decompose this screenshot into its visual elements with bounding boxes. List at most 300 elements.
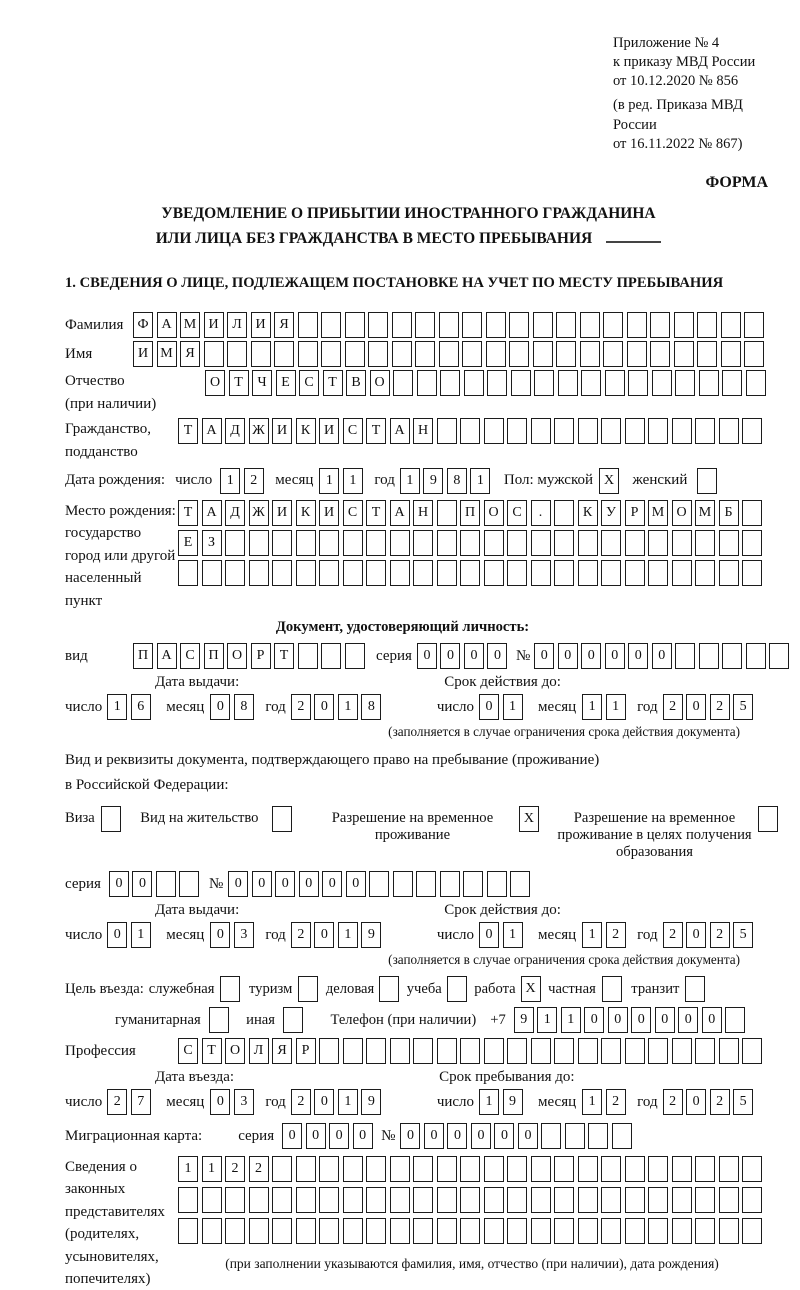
char-cell[interactable] (437, 500, 457, 526)
profession-cells[interactable] (178, 1038, 766, 1064)
char-cell[interactable] (484, 530, 504, 556)
char-cell[interactable] (744, 312, 764, 338)
transit-checkbox[interactable] (685, 976, 709, 1002)
char-cell[interactable] (722, 370, 742, 396)
char-cell[interactable] (225, 530, 245, 556)
migration-series-cells[interactable] (282, 1123, 376, 1149)
char-cell[interactable] (274, 341, 294, 367)
char-cell[interactable] (534, 370, 554, 396)
char-cell[interactable]: А (390, 418, 410, 444)
stay-month-cells[interactable] (582, 1089, 629, 1115)
char-cell[interactable]: 0 (628, 643, 648, 669)
char-cell[interactable] (251, 341, 271, 367)
char-cell[interactable] (156, 871, 176, 897)
char-cell[interactable]: К (296, 418, 316, 444)
char-cell[interactable]: Ж (249, 500, 269, 526)
residence-permit-checkbox[interactable] (272, 806, 296, 832)
private-checkbox[interactable] (602, 976, 626, 1002)
char-cell[interactable] (437, 1187, 457, 1213)
char-cell[interactable]: 0 (479, 922, 499, 948)
char-cell[interactable]: 2 (663, 922, 683, 948)
surname-cells[interactable] (133, 312, 768, 338)
char-cell[interactable] (392, 312, 412, 338)
char-cell[interactable] (648, 560, 668, 586)
char-cell[interactable] (296, 560, 316, 586)
char-cell[interactable] (509, 312, 529, 338)
char-cell[interactable]: Я (274, 312, 294, 338)
char-cell[interactable]: Д (225, 500, 245, 526)
char-cell[interactable]: 1 (470, 468, 490, 494)
char-cell[interactable] (272, 560, 292, 586)
char-cell[interactable]: 0 (447, 1123, 467, 1149)
char-cell[interactable] (721, 341, 741, 367)
char-cell[interactable] (319, 1156, 339, 1182)
representatives-row2-cells[interactable] (178, 1187, 766, 1213)
char-cell[interactable] (672, 530, 692, 556)
char-cell[interactable] (601, 418, 621, 444)
char-cell[interactable] (101, 806, 121, 832)
char-cell[interactable] (319, 1218, 339, 1244)
identity-valid-month-cells[interactable] (582, 694, 629, 720)
char-cell[interactable]: 9 (514, 1007, 534, 1033)
char-cell[interactable] (345, 643, 365, 669)
char-cell[interactable]: О (484, 500, 504, 526)
char-cell[interactable] (413, 560, 433, 586)
char-cell[interactable]: М (180, 312, 200, 338)
char-cell[interactable] (672, 1187, 692, 1213)
char-cell[interactable] (675, 370, 695, 396)
char-cell[interactable]: 0 (314, 1089, 334, 1115)
char-cell[interactable]: О (370, 370, 390, 396)
char-cell[interactable]: 1 (606, 694, 626, 720)
char-cell[interactable] (699, 643, 719, 669)
char-cell[interactable] (578, 1156, 598, 1182)
study-checkbox[interactable] (447, 976, 471, 1002)
char-cell[interactable]: Н (413, 418, 433, 444)
char-cell[interactable]: С (507, 500, 527, 526)
char-cell[interactable] (554, 1187, 574, 1213)
char-cell[interactable]: Н (413, 500, 433, 526)
char-cell[interactable] (413, 1038, 433, 1064)
birth-year-cells[interactable] (400, 468, 494, 494)
char-cell[interactable]: 0 (487, 643, 507, 669)
char-cell[interactable]: 0 (228, 871, 248, 897)
other-checkbox[interactable] (283, 1007, 307, 1033)
char-cell[interactable] (437, 1038, 457, 1064)
char-cell[interactable]: 0 (282, 1123, 302, 1149)
char-cell[interactable] (581, 370, 601, 396)
char-cell[interactable] (531, 1156, 551, 1182)
char-cell[interactable] (601, 530, 621, 556)
char-cell[interactable] (439, 341, 459, 367)
char-cell[interactable] (648, 530, 668, 556)
char-cell[interactable]: 1 (479, 1089, 499, 1115)
char-cell[interactable]: 3 (234, 1089, 254, 1115)
char-cell[interactable] (272, 1187, 292, 1213)
char-cell[interactable]: 0 (686, 1089, 706, 1115)
char-cell[interactable] (725, 1007, 745, 1033)
char-cell[interactable]: Т (366, 500, 386, 526)
char-cell[interactable] (674, 312, 694, 338)
char-cell[interactable]: 1 (582, 1089, 602, 1115)
char-cell[interactable]: 1 (319, 468, 339, 494)
temp-residence-edu-checkbox[interactable] (758, 806, 782, 832)
char-cell[interactable]: 0 (322, 871, 342, 897)
char-cell[interactable] (507, 418, 527, 444)
char-cell[interactable]: С (178, 1038, 198, 1064)
visa-checkbox[interactable] (101, 806, 125, 832)
char-cell[interactable]: 1 (503, 922, 523, 948)
char-cell[interactable] (462, 312, 482, 338)
char-cell[interactable] (368, 312, 388, 338)
char-cell[interactable]: Р (251, 643, 271, 669)
citizenship-cells[interactable] (178, 418, 766, 444)
char-cell[interactable]: 0 (210, 922, 230, 948)
identity-issue-month-cells[interactable] (210, 694, 257, 720)
char-cell[interactable] (511, 370, 531, 396)
char-cell[interactable] (462, 341, 482, 367)
char-cell[interactable] (695, 1038, 715, 1064)
char-cell[interactable] (554, 560, 574, 586)
char-cell[interactable]: 2 (291, 694, 311, 720)
doc-series-cells[interactable] (417, 643, 511, 669)
char-cell[interactable]: 1 (131, 922, 151, 948)
char-cell[interactable] (460, 418, 480, 444)
char-cell[interactable]: X (521, 976, 541, 1002)
representatives-row1-cells[interactable] (178, 1156, 766, 1182)
char-cell[interactable] (484, 1038, 504, 1064)
char-cell[interactable] (272, 530, 292, 556)
char-cell[interactable]: 1 (338, 922, 358, 948)
doc-kind-cells[interactable] (133, 643, 368, 669)
char-cell[interactable] (507, 1156, 527, 1182)
char-cell[interactable] (719, 1156, 739, 1182)
char-cell[interactable]: 2 (710, 694, 730, 720)
char-cell[interactable]: 2 (606, 1089, 626, 1115)
char-cell[interactable]: 5 (733, 922, 753, 948)
char-cell[interactable]: Б (719, 500, 739, 526)
char-cell[interactable] (296, 1218, 316, 1244)
char-cell[interactable]: Л (249, 1038, 269, 1064)
char-cell[interactable] (742, 418, 762, 444)
char-cell[interactable]: 2 (710, 1089, 730, 1115)
patronymic-cells[interactable] (205, 370, 769, 396)
char-cell[interactable] (695, 1156, 715, 1182)
char-cell[interactable] (204, 341, 224, 367)
char-cell[interactable] (578, 1187, 598, 1213)
char-cell[interactable]: О (227, 643, 247, 669)
char-cell[interactable]: 0 (471, 1123, 491, 1149)
char-cell[interactable] (298, 312, 318, 338)
char-cell[interactable]: 1 (503, 694, 523, 720)
char-cell[interactable] (699, 370, 719, 396)
char-cell[interactable] (742, 1038, 762, 1064)
char-cell[interactable]: О (672, 500, 692, 526)
char-cell[interactable] (393, 370, 413, 396)
char-cell[interactable] (533, 341, 553, 367)
char-cell[interactable]: П (460, 500, 480, 526)
char-cell[interactable] (648, 418, 668, 444)
char-cell[interactable] (578, 418, 598, 444)
char-cell[interactable] (556, 341, 576, 367)
char-cell[interactable]: М (695, 500, 715, 526)
char-cell[interactable] (202, 1187, 222, 1213)
char-cell[interactable]: А (390, 500, 410, 526)
char-cell[interactable] (625, 1156, 645, 1182)
char-cell[interactable]: 8 (234, 694, 254, 720)
char-cell[interactable] (627, 312, 647, 338)
female-checkbox[interactable] (697, 468, 721, 494)
char-cell[interactable] (283, 1007, 303, 1033)
char-cell[interactable]: 5 (733, 1089, 753, 1115)
char-cell[interactable] (440, 871, 460, 897)
char-cell[interactable] (415, 341, 435, 367)
char-cell[interactable]: 2 (291, 922, 311, 948)
char-cell[interactable]: 7 (131, 1089, 151, 1115)
char-cell[interactable] (321, 312, 341, 338)
char-cell[interactable]: Р (625, 500, 645, 526)
char-cell[interactable] (507, 530, 527, 556)
char-cell[interactable] (605, 370, 625, 396)
char-cell[interactable] (719, 1187, 739, 1213)
char-cell[interactable] (437, 1218, 457, 1244)
char-cell[interactable] (178, 1218, 198, 1244)
char-cell[interactable] (625, 1218, 645, 1244)
char-cell[interactable] (390, 1187, 410, 1213)
char-cell[interactable] (742, 1218, 762, 1244)
char-cell[interactable] (296, 1156, 316, 1182)
char-cell[interactable]: 0 (686, 694, 706, 720)
identity-valid-day-cells[interactable] (479, 694, 526, 720)
char-cell[interactable] (437, 1156, 457, 1182)
char-cell[interactable] (296, 1187, 316, 1213)
char-cell[interactable]: А (157, 312, 177, 338)
char-cell[interactable] (487, 370, 507, 396)
char-cell[interactable] (345, 341, 365, 367)
char-cell[interactable]: 0 (107, 922, 127, 948)
char-cell[interactable]: 0 (558, 643, 578, 669)
char-cell[interactable] (343, 1218, 363, 1244)
char-cell[interactable] (415, 312, 435, 338)
char-cell[interactable] (390, 1156, 410, 1182)
char-cell[interactable] (393, 871, 413, 897)
char-cell[interactable] (220, 976, 240, 1002)
char-cell[interactable] (249, 1218, 269, 1244)
char-cell[interactable] (758, 806, 778, 832)
char-cell[interactable] (225, 1218, 245, 1244)
char-cell[interactable] (413, 1187, 433, 1213)
char-cell[interactable] (742, 1156, 762, 1182)
char-cell[interactable]: 1 (220, 468, 240, 494)
char-cell[interactable] (625, 530, 645, 556)
char-cell[interactable]: О (205, 370, 225, 396)
residence-valid-day-cells[interactable] (479, 922, 526, 948)
temp-residence-checkbox[interactable] (519, 806, 543, 832)
char-cell[interactable]: Т (202, 1038, 222, 1064)
char-cell[interactable]: 0 (518, 1123, 538, 1149)
char-cell[interactable]: М (157, 341, 177, 367)
char-cell[interactable] (272, 1156, 292, 1182)
char-cell[interactable]: 0 (314, 922, 334, 948)
char-cell[interactable]: Ф (133, 312, 153, 338)
char-cell[interactable]: У (601, 500, 621, 526)
char-cell[interactable]: 0 (534, 643, 554, 669)
char-cell[interactable]: 0 (581, 643, 601, 669)
char-cell[interactable] (719, 1038, 739, 1064)
char-cell[interactable]: И (319, 500, 339, 526)
char-cell[interactable] (719, 560, 739, 586)
char-cell[interactable] (625, 1038, 645, 1064)
char-cell[interactable]: 0 (631, 1007, 651, 1033)
char-cell[interactable]: 9 (361, 922, 381, 948)
char-cell[interactable] (588, 1123, 608, 1149)
char-cell[interactable]: 0 (353, 1123, 373, 1149)
char-cell[interactable] (484, 560, 504, 586)
char-cell[interactable] (742, 560, 762, 586)
char-cell[interactable]: И (133, 341, 153, 367)
char-cell[interactable] (531, 1218, 551, 1244)
char-cell[interactable] (531, 1038, 551, 1064)
char-cell[interactable]: С (180, 643, 200, 669)
char-cell[interactable] (319, 560, 339, 586)
char-cell[interactable] (554, 418, 574, 444)
char-cell[interactable] (648, 1038, 668, 1064)
char-cell[interactable] (507, 1187, 527, 1213)
char-cell[interactable] (601, 1038, 621, 1064)
char-cell[interactable] (697, 468, 717, 494)
char-cell[interactable]: 2 (291, 1089, 311, 1115)
char-cell[interactable]: 0 (652, 643, 672, 669)
char-cell[interactable]: 1 (178, 1156, 198, 1182)
char-cell[interactable] (554, 530, 574, 556)
char-cell[interactable]: Я (180, 341, 200, 367)
char-cell[interactable]: Д (225, 418, 245, 444)
identity-issue-day-cells[interactable] (107, 694, 154, 720)
char-cell[interactable] (343, 560, 363, 586)
entry-month-cells[interactable] (210, 1089, 257, 1115)
char-cell[interactable] (437, 560, 457, 586)
char-cell[interactable]: 0 (440, 643, 460, 669)
char-cell[interactable]: 0 (329, 1123, 349, 1149)
char-cell[interactable]: В (346, 370, 366, 396)
char-cell[interactable]: 1 (343, 468, 363, 494)
char-cell[interactable] (437, 530, 457, 556)
char-cell[interactable]: П (133, 643, 153, 669)
char-cell[interactable] (746, 370, 766, 396)
char-cell[interactable]: 0 (678, 1007, 698, 1033)
char-cell[interactable]: Ж (249, 418, 269, 444)
male-checkbox[interactable] (599, 468, 623, 494)
char-cell[interactable] (603, 341, 623, 367)
char-cell[interactable]: 2 (606, 922, 626, 948)
char-cell[interactable] (460, 530, 480, 556)
char-cell[interactable] (601, 1218, 621, 1244)
char-cell[interactable]: А (157, 643, 177, 669)
char-cell[interactable]: Л (227, 312, 247, 338)
char-cell[interactable]: М (648, 500, 668, 526)
char-cell[interactable]: 1 (537, 1007, 557, 1033)
char-cell[interactable] (460, 1038, 480, 1064)
char-cell[interactable] (719, 418, 739, 444)
tourism-checkbox[interactable] (298, 976, 322, 1002)
char-cell[interactable]: 2 (249, 1156, 269, 1182)
char-cell[interactable] (249, 560, 269, 586)
char-cell[interactable]: 1 (338, 694, 358, 720)
char-cell[interactable] (601, 1187, 621, 1213)
char-cell[interactable] (580, 341, 600, 367)
char-cell[interactable] (460, 1187, 480, 1213)
residence-issue-month-cells[interactable] (210, 922, 257, 948)
char-cell[interactable] (460, 560, 480, 586)
char-cell[interactable] (413, 1156, 433, 1182)
char-cell[interactable] (695, 560, 715, 586)
char-cell[interactable]: Я (272, 1038, 292, 1064)
char-cell[interactable] (625, 560, 645, 586)
char-cell[interactable]: 0 (686, 922, 706, 948)
char-cell[interactable] (437, 418, 457, 444)
char-cell[interactable] (484, 1187, 504, 1213)
char-cell[interactable]: 8 (361, 694, 381, 720)
char-cell[interactable]: 0 (494, 1123, 514, 1149)
stay-year-cells[interactable] (663, 1089, 757, 1115)
char-cell[interactable] (460, 1156, 480, 1182)
char-cell[interactable] (368, 341, 388, 367)
char-cell[interactable] (272, 1218, 292, 1244)
char-cell[interactable] (447, 976, 467, 1002)
char-cell[interactable]: 1 (400, 468, 420, 494)
char-cell[interactable] (531, 560, 551, 586)
char-cell[interactable]: 1 (582, 922, 602, 948)
char-cell[interactable]: 1 (338, 1089, 358, 1115)
char-cell[interactable] (202, 560, 222, 586)
char-cell[interactable]: . (531, 500, 551, 526)
char-cell[interactable] (695, 1187, 715, 1213)
char-cell[interactable] (541, 1123, 561, 1149)
char-cell[interactable] (721, 312, 741, 338)
char-cell[interactable] (558, 370, 578, 396)
birth-day-cells[interactable] (220, 468, 267, 494)
migration-number-cells[interactable] (400, 1123, 635, 1149)
char-cell[interactable]: X (599, 468, 619, 494)
char-cell[interactable] (227, 341, 247, 367)
char-cell[interactable] (390, 1218, 410, 1244)
service-checkbox[interactable] (220, 976, 244, 1002)
char-cell[interactable]: О (225, 1038, 245, 1064)
char-cell[interactable] (672, 1156, 692, 1182)
char-cell[interactable] (746, 643, 766, 669)
char-cell[interactable]: 0 (210, 1089, 230, 1115)
char-cell[interactable]: А (202, 500, 222, 526)
char-cell[interactable] (321, 643, 341, 669)
char-cell[interactable] (298, 341, 318, 367)
char-cell[interactable] (675, 643, 695, 669)
char-cell[interactable] (672, 418, 692, 444)
char-cell[interactable]: И (272, 418, 292, 444)
char-cell[interactable]: Е (178, 530, 198, 556)
residence-number-cells[interactable] (228, 871, 534, 897)
char-cell[interactable]: 0 (608, 1007, 628, 1033)
char-cell[interactable] (769, 643, 789, 669)
char-cell[interactable] (672, 1038, 692, 1064)
char-cell[interactable]: 0 (346, 871, 366, 897)
char-cell[interactable] (319, 1038, 339, 1064)
char-cell[interactable]: 9 (423, 468, 443, 494)
char-cell[interactable]: 1 (582, 694, 602, 720)
char-cell[interactable] (697, 341, 717, 367)
residence-valid-month-cells[interactable] (582, 922, 629, 948)
char-cell[interactable]: З (202, 530, 222, 556)
char-cell[interactable] (648, 1156, 668, 1182)
